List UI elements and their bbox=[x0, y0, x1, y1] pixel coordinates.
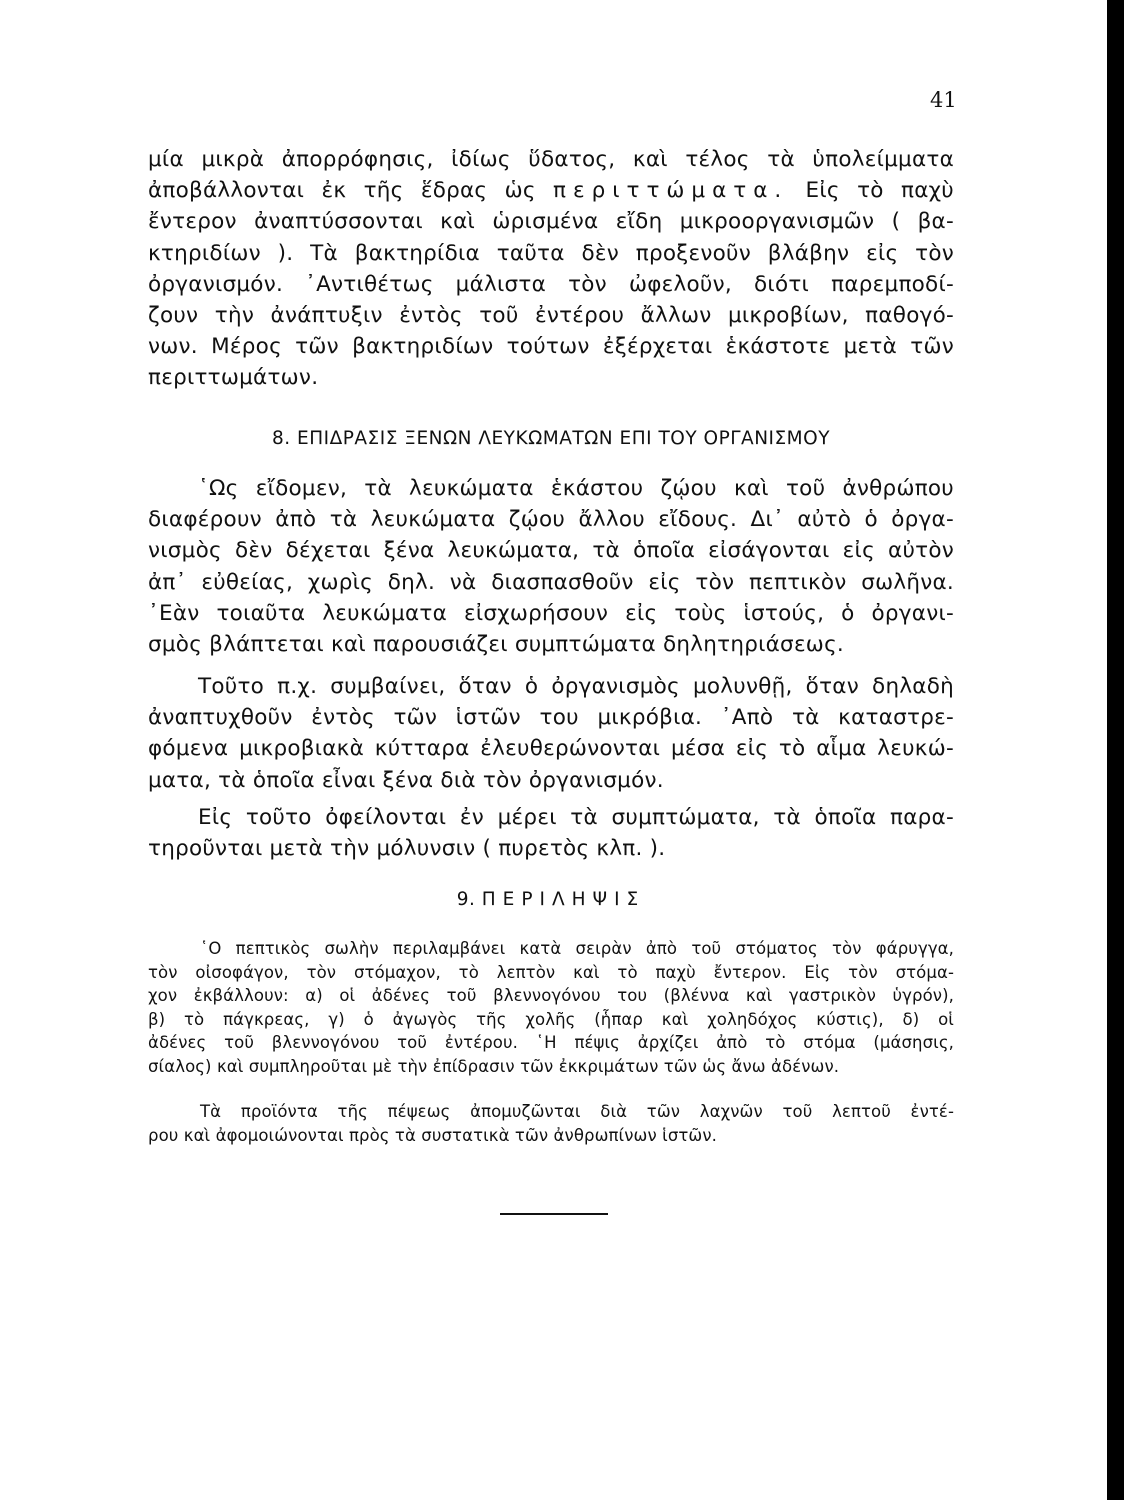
text-line: σμὸς βλάπτεται καὶ παρουσιάζει συμπτώματα δηλητηριάσεως. bbox=[148, 632, 845, 658]
summary-paragraph-1 bbox=[148, 937, 954, 1079]
text-line: τὸν οἰσοφάγον, τὸν στόμαχον, τὸ λεπτὸν καὶ τὸ παχὺ ἔντερον. Εἰς τὸν στόμα- bbox=[148, 962, 954, 982]
text-line: ᾽Εὰν τοιαῦτα λευκώματα εἰσχωρήσουν εἰς τοὺς ἱστούς, ὁ ὀργανι- bbox=[148, 600, 954, 626]
text-line: ἀπ᾽ εὐθείας, χωρὶς δηλ. νὰ διασπασθοῦν εἰς τὸν πεπτικὸν σωλῆνα. bbox=[148, 569, 954, 595]
section-9-heading bbox=[148, 889, 954, 910]
page-number: 41 bbox=[930, 88, 957, 112]
text-line: διαφέρουν ἀπὸ τὰ λευκώματα ζῴου ἄλλου εἴδους. Δι᾽ αὐτὸ ὁ ὀργα- bbox=[148, 507, 954, 533]
section-8-heading: 8. ΕΠΙΔΡΑΣΙΣ ΞΕΝΩΝ ΛΕΥΚΩΜΑΤΩΝ ΕΠΙ ΤΟΥ ΟΡΓΑΝΙΣΜΟΥ bbox=[272, 428, 830, 449]
text-line bbox=[148, 175, 954, 206]
paragraph-continuation bbox=[148, 144, 954, 394]
text-segment: ἀποβάλλονται ἐκ τῆς ἕδρας ὡς bbox=[148, 178, 536, 204]
section-8-paragraph-1 bbox=[148, 473, 954, 660]
heading-number: 9. bbox=[456, 889, 476, 910]
text-line: ἀδένες τοῦ βλεννογόνου τοῦ ἐντέρου. ῾Η πέψις ἀρχίζει ἀπὸ τὸ στόμα (μάσησις, bbox=[148, 1033, 954, 1053]
summary-paragraph-2 bbox=[148, 1100, 954, 1147]
text-line: μία μικρὰ ἀπορρόφησις, ἰδίως ὕδατος, καὶ τέλος τὰ ὑπολείμματα bbox=[148, 147, 954, 172]
text-line: σίαλος) καὶ συμπληροῦται μὲ τὴν ἐπίδρασιν τῶν ἐκκριμάτων τῶν ὡς ἄνω ἀδένων. bbox=[148, 1056, 840, 1076]
end-rule bbox=[500, 1213, 608, 1215]
text-line: ματα, τὰ ὁποῖα εἶναι ξένα διὰ τὸν ὀργανισμόν. bbox=[148, 767, 664, 793]
text-line: περιττωμάτων. bbox=[148, 365, 319, 391]
section-8-paragraph-3 bbox=[148, 802, 954, 864]
text-line: ῾Ο πεπτικὸς σωλὴν περιλαμβάνει κατὰ σειρὰν ἀπὸ τοῦ στόματος τὸν φάρυγγα, bbox=[200, 939, 954, 958]
text-line: ῾Ως εἴδομεν, τὰ λευκώματα ἑκάστου ζῴου καὶ τοῦ ἀνθρώπου bbox=[198, 476, 954, 501]
text-line: β) τὸ πάγκρεας, γ) ὁ ἀγωγὸς τῆς χολῆς (ἧπαρ καὶ χοληδόχος κύστις), δ) οἱ bbox=[148, 1009, 954, 1029]
text-line: ζουν τὴν ἀνάπτυξιν ἐντὸς τοῦ ἐντέρου ἄλλων μικροβίων, παθογό- bbox=[148, 303, 954, 329]
text-line: Εἰς τοῦτο ὀφείλονται ἐν μέρει τὰ συμπτώματα, τὰ ὁποῖα παρα- bbox=[198, 805, 954, 830]
text-line: φόμενα μικροβιακὰ κύτταρα ἐλευθερώνονται μέσα εἰς τὸ αἷμα λευκώ- bbox=[148, 736, 954, 762]
text-line: νων. Μέρος τῶν βακτηριδίων τούτων ἐξέρχεται ἑκάστοτε μετὰ τῶν bbox=[148, 334, 954, 360]
text-line: ἀναπτυχθοῦν ἐντὸς τῶν ἱστῶν του μικρόβια. ᾽Απὸ τὰ καταστρε- bbox=[148, 705, 954, 731]
section-8-paragraph-2 bbox=[148, 671, 954, 796]
scan-edge bbox=[1107, 0, 1124, 1500]
text-line: ὀργανισμόν. ᾽Αντιθέτως μάλιστα τὸν ὠφελοῦν, διότι παρεμποδί- bbox=[148, 271, 954, 297]
text-line: χον ἐκβάλλουν: α) οἱ ἀδένες τοῦ βλεννογόνου του (βλέννα καὶ γαστρικὸν ὑγρόν), bbox=[148, 986, 954, 1006]
text-segment: Εἰς τὸ παχὺ bbox=[805, 178, 954, 204]
heading-word: ΠΕΡΙΛΗΨΙΣ bbox=[481, 889, 646, 910]
text-line: τηροῦνται μετὰ τὴν μόλυνσιν ( πυρετὸς κλπ. ). bbox=[148, 836, 666, 862]
emphasized-word: περιττώματα. bbox=[553, 178, 789, 204]
text-line: Τοῦτο π.χ. συμβαίνει, ὅταν ὁ ὀργανισμὸς μολυνθῇ, ὅταν δηλαδὴ bbox=[198, 674, 954, 699]
text-line: ρου καὶ ἀφομοιώνονται πρὸς τὰ συστατικὰ τῶν ἀνθρωπίνων ἱστῶν. bbox=[148, 1125, 717, 1145]
text-line: ἔντερον ἀναπτύσσονται καὶ ὡρισμένα εἴδη μικροοργανισμῶν ( βα- bbox=[148, 209, 954, 235]
text-line: κτηριδίων ). Τὰ βακτηρίδια ταῦτα δὲν προξενοῦν βλάβην εἰς τὸν bbox=[148, 240, 954, 266]
text-line: νισμὸς δὲν δέχεται ξένα λευκώματα, τὰ ὁποῖα εἰσάγονται εἰς αὐτὸν bbox=[148, 538, 954, 564]
text-line: Τὰ προϊόντα τῆς πέψεως ἀπομυζῶνται διὰ τῶν λαχνῶν τοῦ λεπτοῦ ἐντέ- bbox=[200, 1102, 954, 1121]
